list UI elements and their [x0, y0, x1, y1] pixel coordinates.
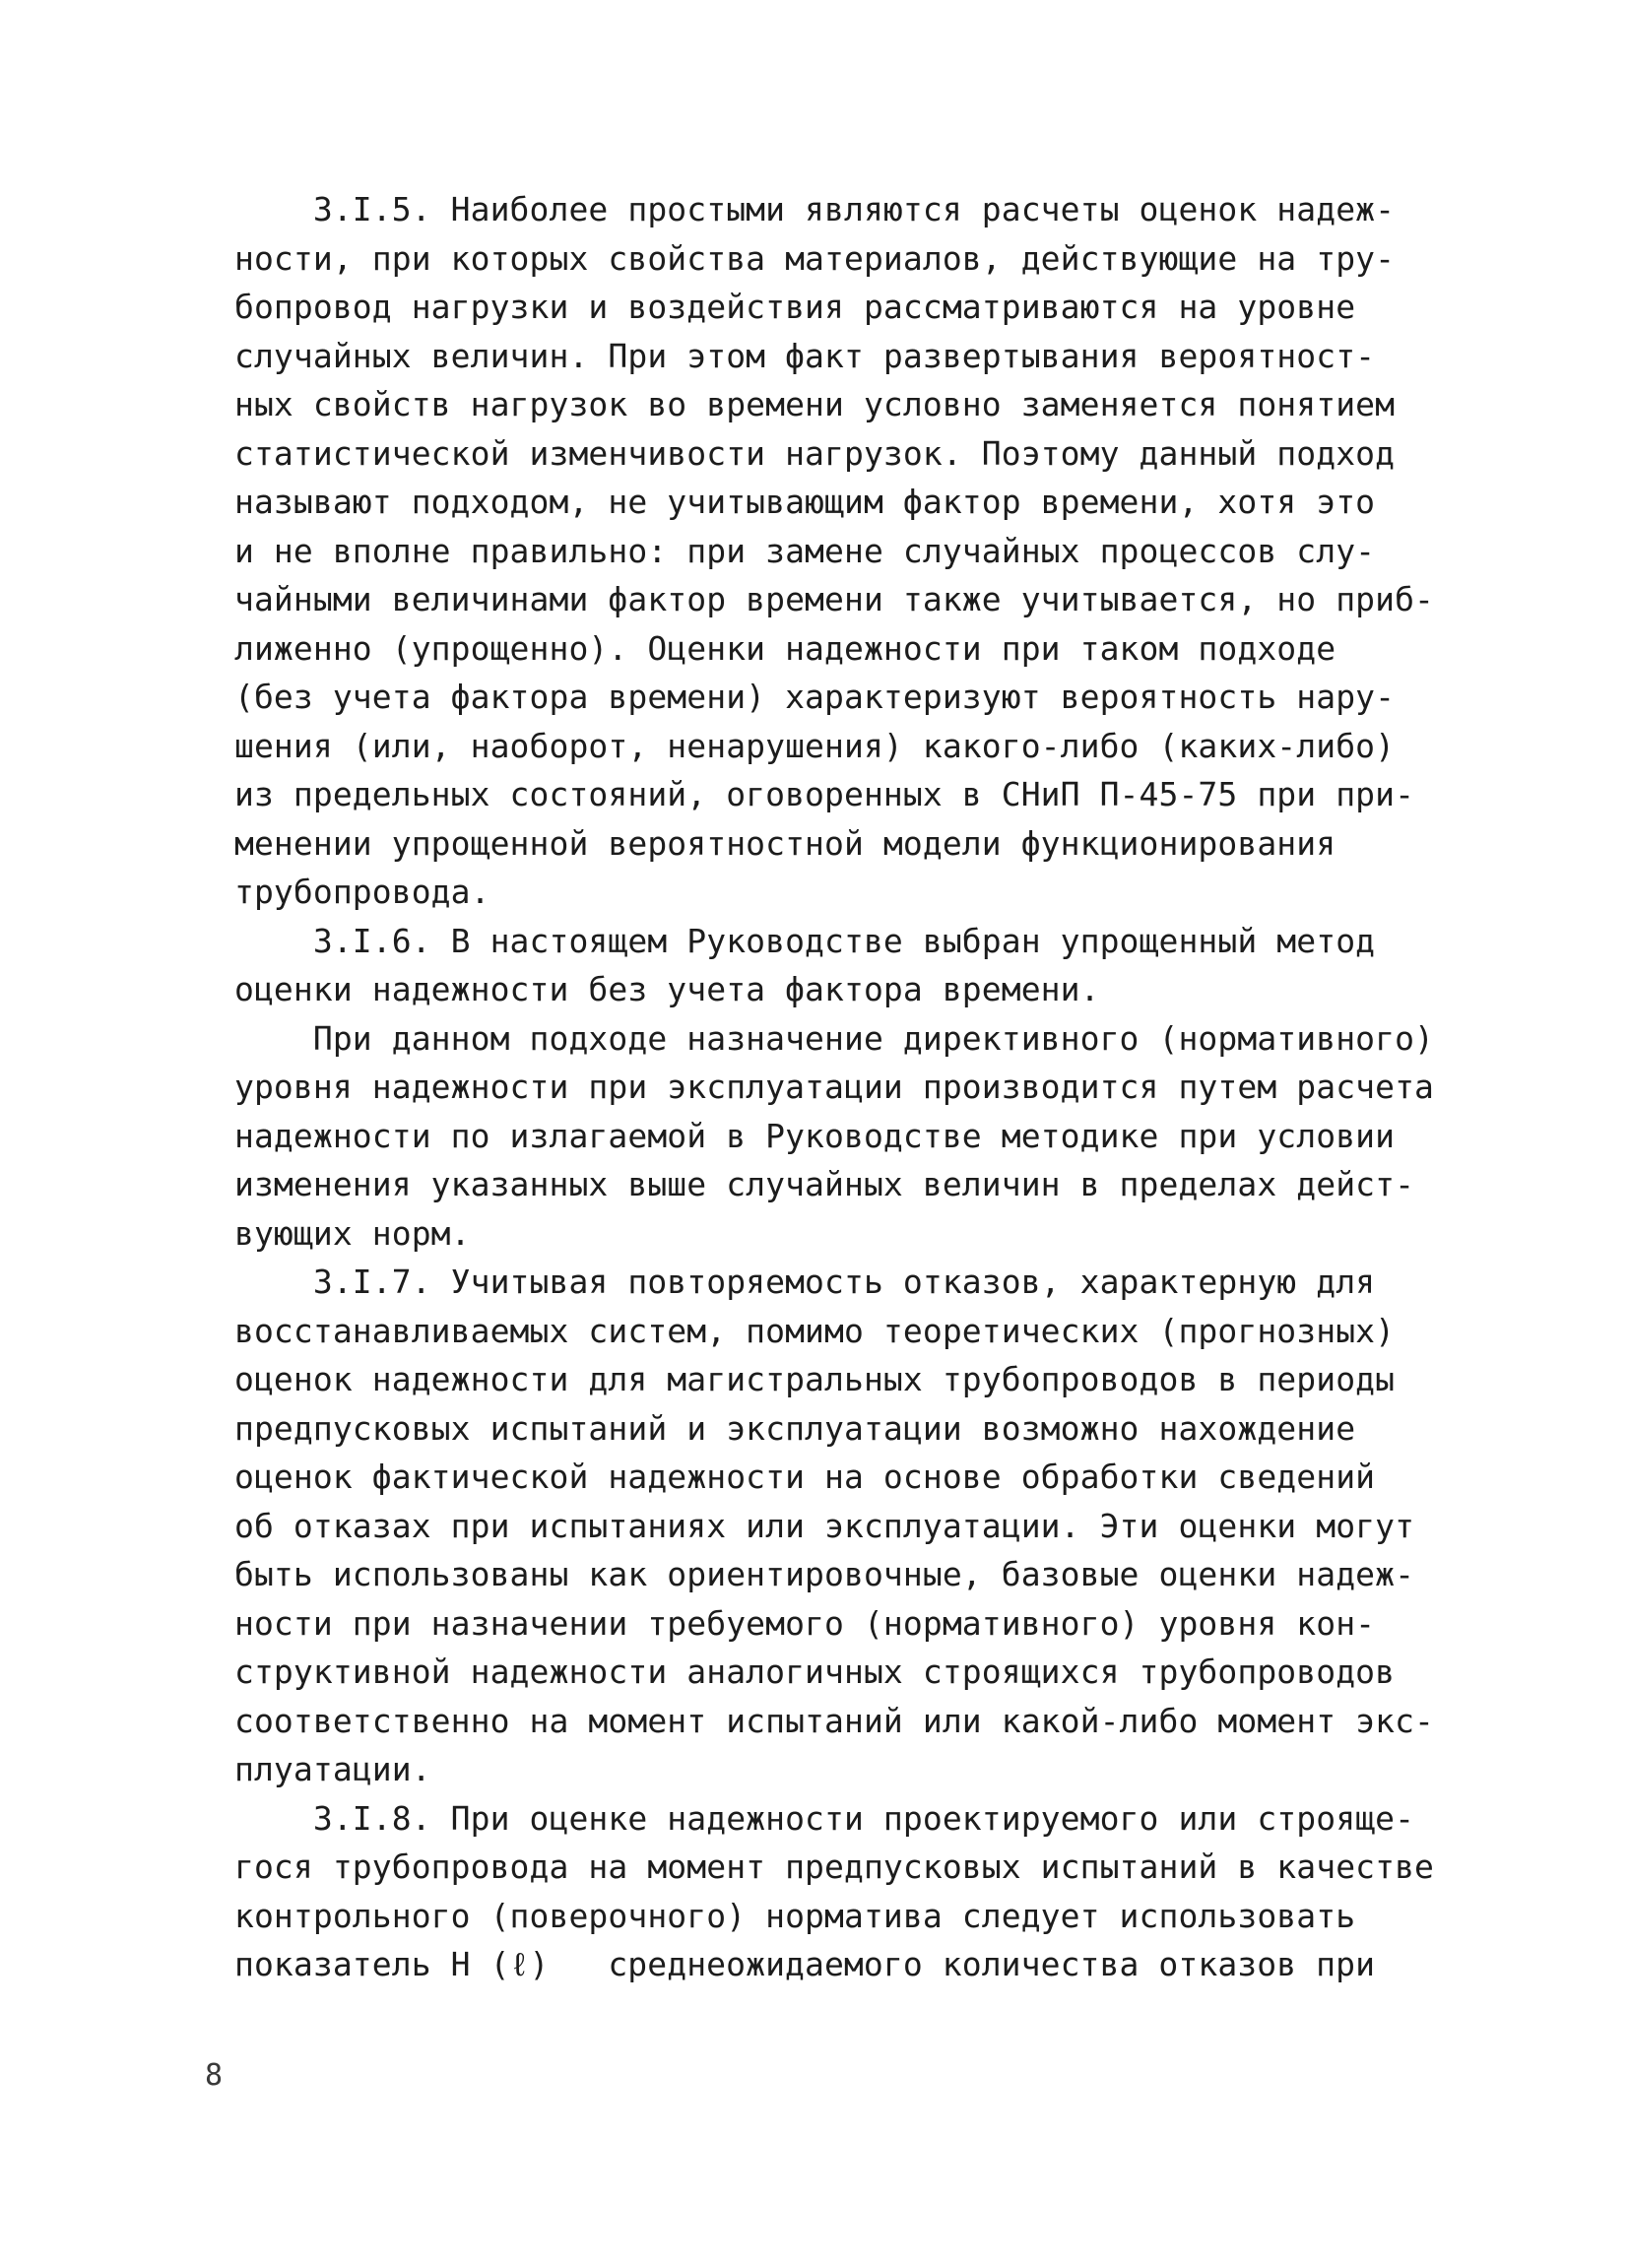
text-line: уровня надежности при эксплуатации производится путем расчета [234, 1068, 1435, 1106]
text-line: контрольного (поверочного) норматива следует использовать [234, 1896, 1356, 1935]
text-line: плуатации. [234, 1750, 431, 1788]
text-line: (без учета фактора времени) характеризуют вероятность нару- [234, 678, 1396, 716]
text-line: менении упрощенной вероятностной модели функционирования [234, 823, 1336, 863]
text-line: оценок надежности для магистральных трубопроводов в периоды [234, 1360, 1396, 1398]
text-line: чайными величинами фактор времени также учитывается, но приб- [234, 580, 1435, 618]
text-line: предпусковых испытаний и эксплуатации возможно нахождение [234, 1408, 1356, 1448]
text-line: ности при назначении требуемого (нормативного) уровня кон- [234, 1603, 1376, 1643]
text-line: из предельных состояний, оговоренных в СНиП П-45-75 при при- [234, 775, 1415, 813]
text-line: При данном подходе назначение директивного (нормативного) [234, 1018, 1435, 1058]
text-line: 3.I.5. Наиболее простыми являются расчеты оценок надеж- [234, 190, 1396, 228]
page-number: 8 [205, 2058, 224, 2093]
body-text [234, 185, 1435, 1989]
text-line: 3.I.7. Учитывая повторяемость отказов, характерную для [234, 1263, 1376, 1301]
text-line: вующих норм. [234, 1213, 471, 1253]
text-line: 3.I.8. При оценке надежности проектируемого или строяще- [234, 1798, 1415, 1838]
text-line: 3.I.6. В настоящем Руководстве выбран упрощенный метод [234, 921, 1376, 960]
text-line: трубопровода. [234, 873, 490, 911]
text-line: об отказах при испытаниях или эксплуатации. Эти оценки могут [234, 1506, 1415, 1545]
text-line: ных свойств нагрузок во времени условно заменяется понятием [234, 385, 1396, 423]
text-line: шения (или, наоборот, ненарушения) какого-либо (каких-либо) [234, 726, 1396, 765]
text-line: показатель Н (ℓ) среднеожидаемого количества отказов при [234, 1945, 1376, 1983]
text-line: случайных величин. При этом факт развертывания вероятност- [234, 336, 1376, 375]
text-line: статистической изменчивости нагрузок. Поэтому данный подход [234, 433, 1396, 473]
text-line: и не вполне правильно: при замене случайных процессов слу- [234, 531, 1376, 570]
text-line: гося трубопровода на момент предпусковых испытаний в качестве [234, 1847, 1435, 1886]
text-line: бопровод нагрузки и воздействия рассматриваются на уровне [234, 288, 1356, 326]
text-line: быть использованы как ориентировочные, базовые оценки надеж- [234, 1555, 1415, 1593]
text-line: ности, при которых свойства материалов, действующие на тру- [234, 238, 1396, 278]
text-line: структивной надежности аналогичных строящихся трубопроводов [234, 1652, 1396, 1691]
text-line: оценки надежности без учета фактора времени. [234, 970, 1100, 1008]
text-line: оценок фактической надежности на основе обработки сведений [234, 1458, 1376, 1496]
text-line: соответственно на момент испытаний или какой-либо момент экс- [234, 1701, 1435, 1740]
text-line: восстанавливаемых систем, помимо теоретических (прогнозных) [234, 1311, 1396, 1350]
text-line: надежности по излагаемой в Руководстве методике при условии [234, 1116, 1396, 1155]
text-line: изменения указанных выше случайных величин в пределах дейст- [234, 1165, 1415, 1203]
text-line: лиженно (упрощенно). Оценки надежности при таком подходе [234, 628, 1336, 668]
text-line: называют подходом, не учитывающим фактор времени, хотя это [234, 483, 1376, 521]
